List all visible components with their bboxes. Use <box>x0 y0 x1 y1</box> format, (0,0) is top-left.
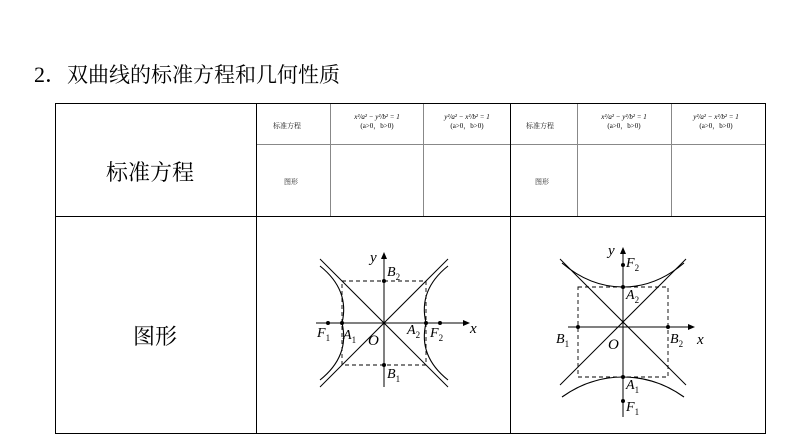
svg-text:x: x <box>470 321 477 337</box>
svg-text:F2: $F_2$ <box>626 256 640 273</box>
svg-text:B1: $B_1$ <box>387 367 401 384</box>
svg-text:F1: $F_1$ <box>317 326 331 343</box>
graph-horizontal-hyperbola <box>300 240 485 390</box>
row-label-graph: 图形 <box>133 325 178 350</box>
section-number: 2． <box>34 62 68 87</box>
svg-text:O: O <box>368 333 379 349</box>
svg-text:O: O <box>608 337 619 353</box>
section-heading <box>34 58 340 89</box>
inner-2-eq2: y²/a² − x²/b² = 1 (a>0，b>0) <box>693 113 739 130</box>
inner-1-header-label: 标准方程 <box>273 122 301 130</box>
section-title: 双曲线的标准方程和几何性质 <box>67 63 341 87</box>
inner-1-graph-label: 图形 <box>284 178 298 186</box>
svg-text:A1: $A_1$ <box>626 378 640 395</box>
svg-text:B2: $B_2$ <box>387 265 401 282</box>
inner-2-eq1: x²/a² − y²/b² = 1 (a>0，b>0) <box>601 113 647 130</box>
inner-2-graph-label: 图形 <box>535 178 549 186</box>
inner-1-eq2: y²/a² − x²/b² = 1 (a>0，b>0) <box>444 113 490 130</box>
svg-text:A2: $A_2$ <box>626 288 640 305</box>
svg-text:y: y <box>370 250 377 266</box>
svg-text:x: x <box>697 332 704 348</box>
svg-text:A2: $A_2$ <box>407 323 421 340</box>
svg-text:B2: $B_2$ <box>670 332 684 349</box>
inner-1-eq1: x²/a² − y²/b² = 1 (a>0，b>0) <box>354 113 400 130</box>
inner-table-1 <box>257 104 510 216</box>
inner-table-2 <box>511 104 765 216</box>
svg-text:A1: $A_1$ <box>343 328 357 345</box>
graph-vertical-hyperbola <box>550 235 720 420</box>
svg-text:B1: $B_1$ <box>556 332 570 349</box>
svg-text:F2: $F_2$ <box>430 326 444 343</box>
svg-text:F1: $F_1$ <box>626 400 640 417</box>
row-divider <box>56 216 765 217</box>
svg-text:y: y <box>608 243 615 259</box>
row-label-standard-equation: 标准方程 <box>106 161 195 186</box>
inner-2-header-label: 标准方程 <box>526 122 554 130</box>
